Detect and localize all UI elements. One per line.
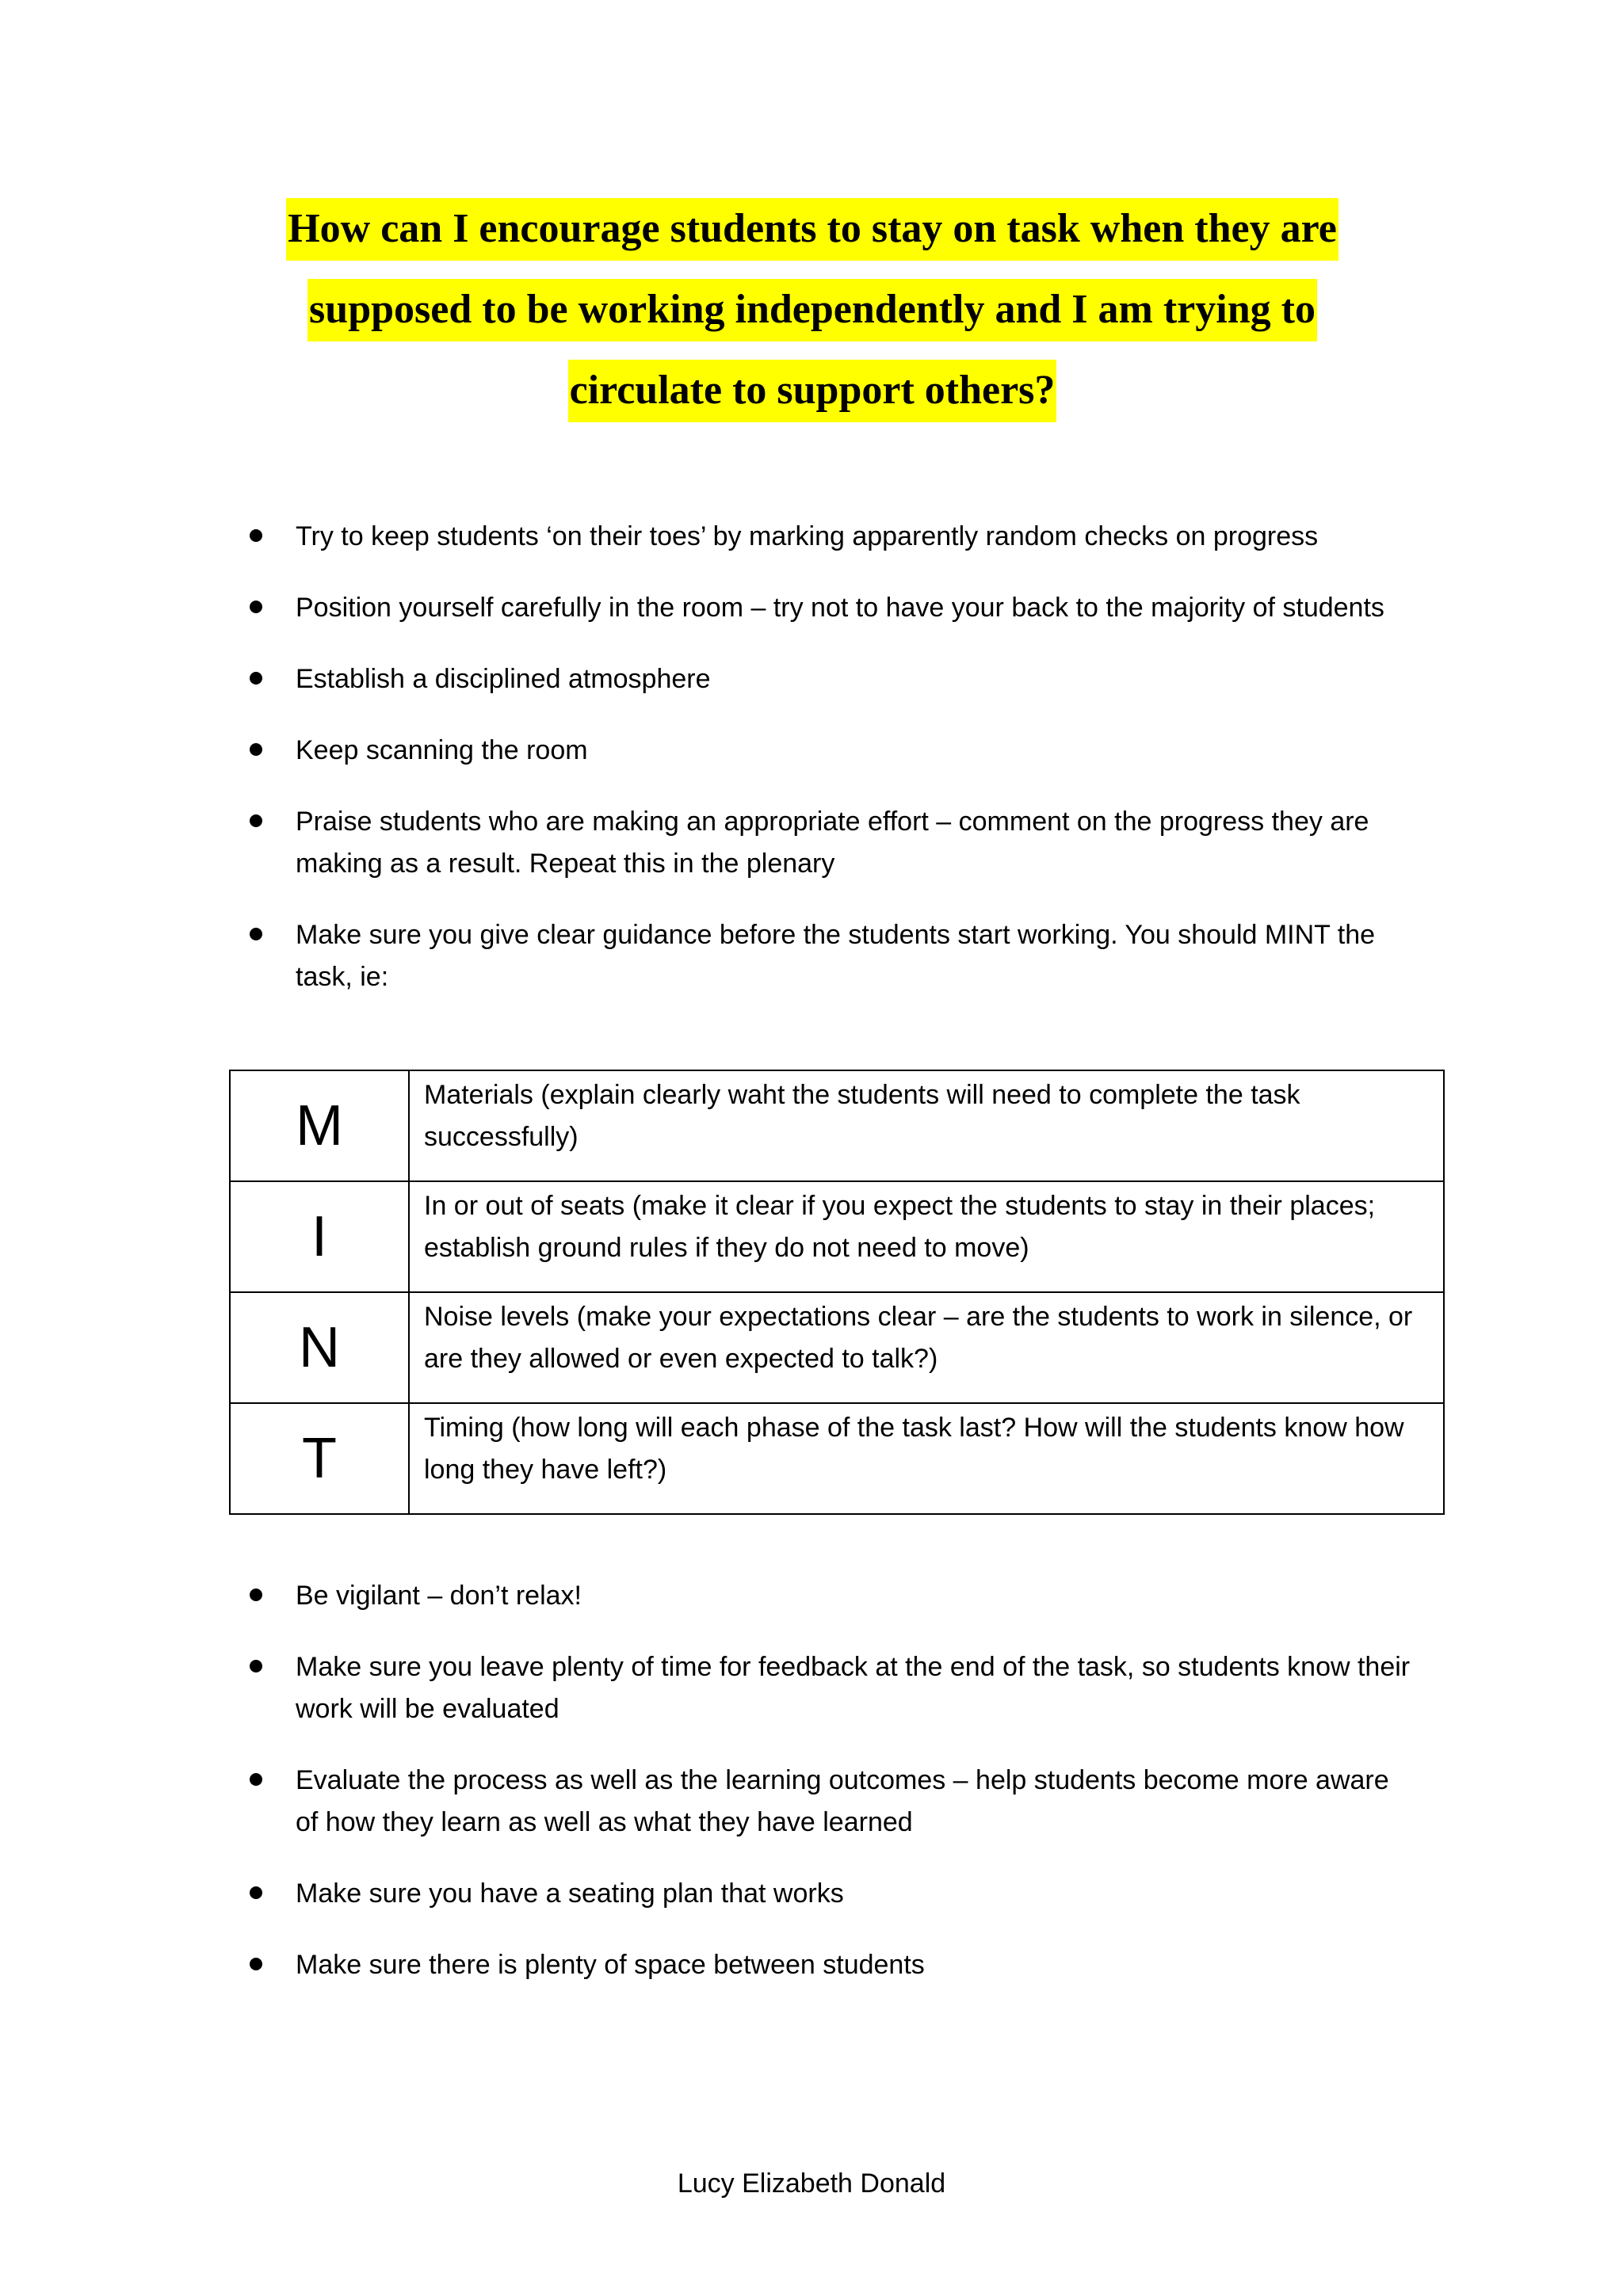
- mint-letter: N: [230, 1292, 409, 1403]
- page-title: [198, 189, 1426, 431]
- mint-description: Noise levels (make your expectations clear – are the students to work in silence, or are they allowed or even expected to talk?): [409, 1292, 1444, 1403]
- mint-description: Timing (how long will each phase of the task last? How will the students know how long they have left?): [409, 1403, 1444, 1514]
- table-row: [230, 1292, 1444, 1403]
- title-line-3: circulate to support others?: [568, 360, 1057, 422]
- mint-description: Materials (explain clearly waht the students will need to complete the task successfully): [409, 1070, 1444, 1181]
- list-item: Make sure you give clear guidance before the students start working. You should MINT the task, ie:: [0, 914, 1623, 998]
- table-row: [230, 1181, 1444, 1292]
- bullet-icon: [250, 1660, 262, 1672]
- mint-letter: M: [230, 1070, 409, 1181]
- footer-author: Lucy Elizabeth Donald: [677, 2168, 946, 2199]
- table-row: [230, 1070, 1444, 1181]
- bullet-icon: [250, 601, 262, 613]
- list-item: Praise students who are making an appropriate effort – comment on the progress they are making as a result. Repeat this in the plenary: [0, 801, 1623, 885]
- mint-description: In or out of seats (make it clear if you expect the students to stay in their places; establish ground rules if they do not need to move): [409, 1181, 1444, 1292]
- tips-list-bottom: [0, 1575, 1623, 2016]
- bullet-icon: [250, 1773, 262, 1786]
- list-item: Position yourself carefully in the room – try not to have your back to the majority of students: [0, 587, 1623, 629]
- list-item: Try to keep students ‘on their toes’ by marking apparently random checks on progress: [0, 516, 1623, 558]
- title-line-1: How can I encourage students to stay on task when they are: [286, 198, 1338, 261]
- list-item: Make sure there is plenty of space between students: [0, 1944, 1623, 1986]
- bullet-icon: [250, 1958, 262, 1970]
- list-item: Make sure you have a seating plan that works: [0, 1873, 1623, 1915]
- list-item: Make sure you leave plenty of time for feedback at the end of the task, so students know their work will be evaluated: [0, 1646, 1623, 1730]
- bullet-icon: [250, 672, 262, 685]
- list-item: Establish a disciplined atmosphere: [0, 658, 1623, 700]
- tips-list-top: [0, 516, 1623, 1028]
- list-item: Evaluate the process as well as the learning outcomes – help students become more aware of how they learn as well as what they have learned: [0, 1760, 1623, 1844]
- bullet-icon: [250, 928, 262, 940]
- mint-letter: I: [230, 1181, 409, 1292]
- table-row: [230, 1403, 1444, 1514]
- bullet-icon: [250, 1886, 262, 1899]
- title-line-2: supposed to be working independently and I am trying to: [307, 279, 1317, 341]
- bullet-icon: [250, 743, 262, 756]
- list-item: Keep scanning the room: [0, 730, 1623, 772]
- bullet-icon: [250, 529, 262, 542]
- bullet-icon: [250, 1589, 262, 1601]
- list-item: Be vigilant – don’t relax!: [0, 1575, 1623, 1617]
- bullet-icon: [250, 814, 262, 827]
- mint-letter: T: [230, 1403, 409, 1514]
- mint-table: [229, 1070, 1445, 1515]
